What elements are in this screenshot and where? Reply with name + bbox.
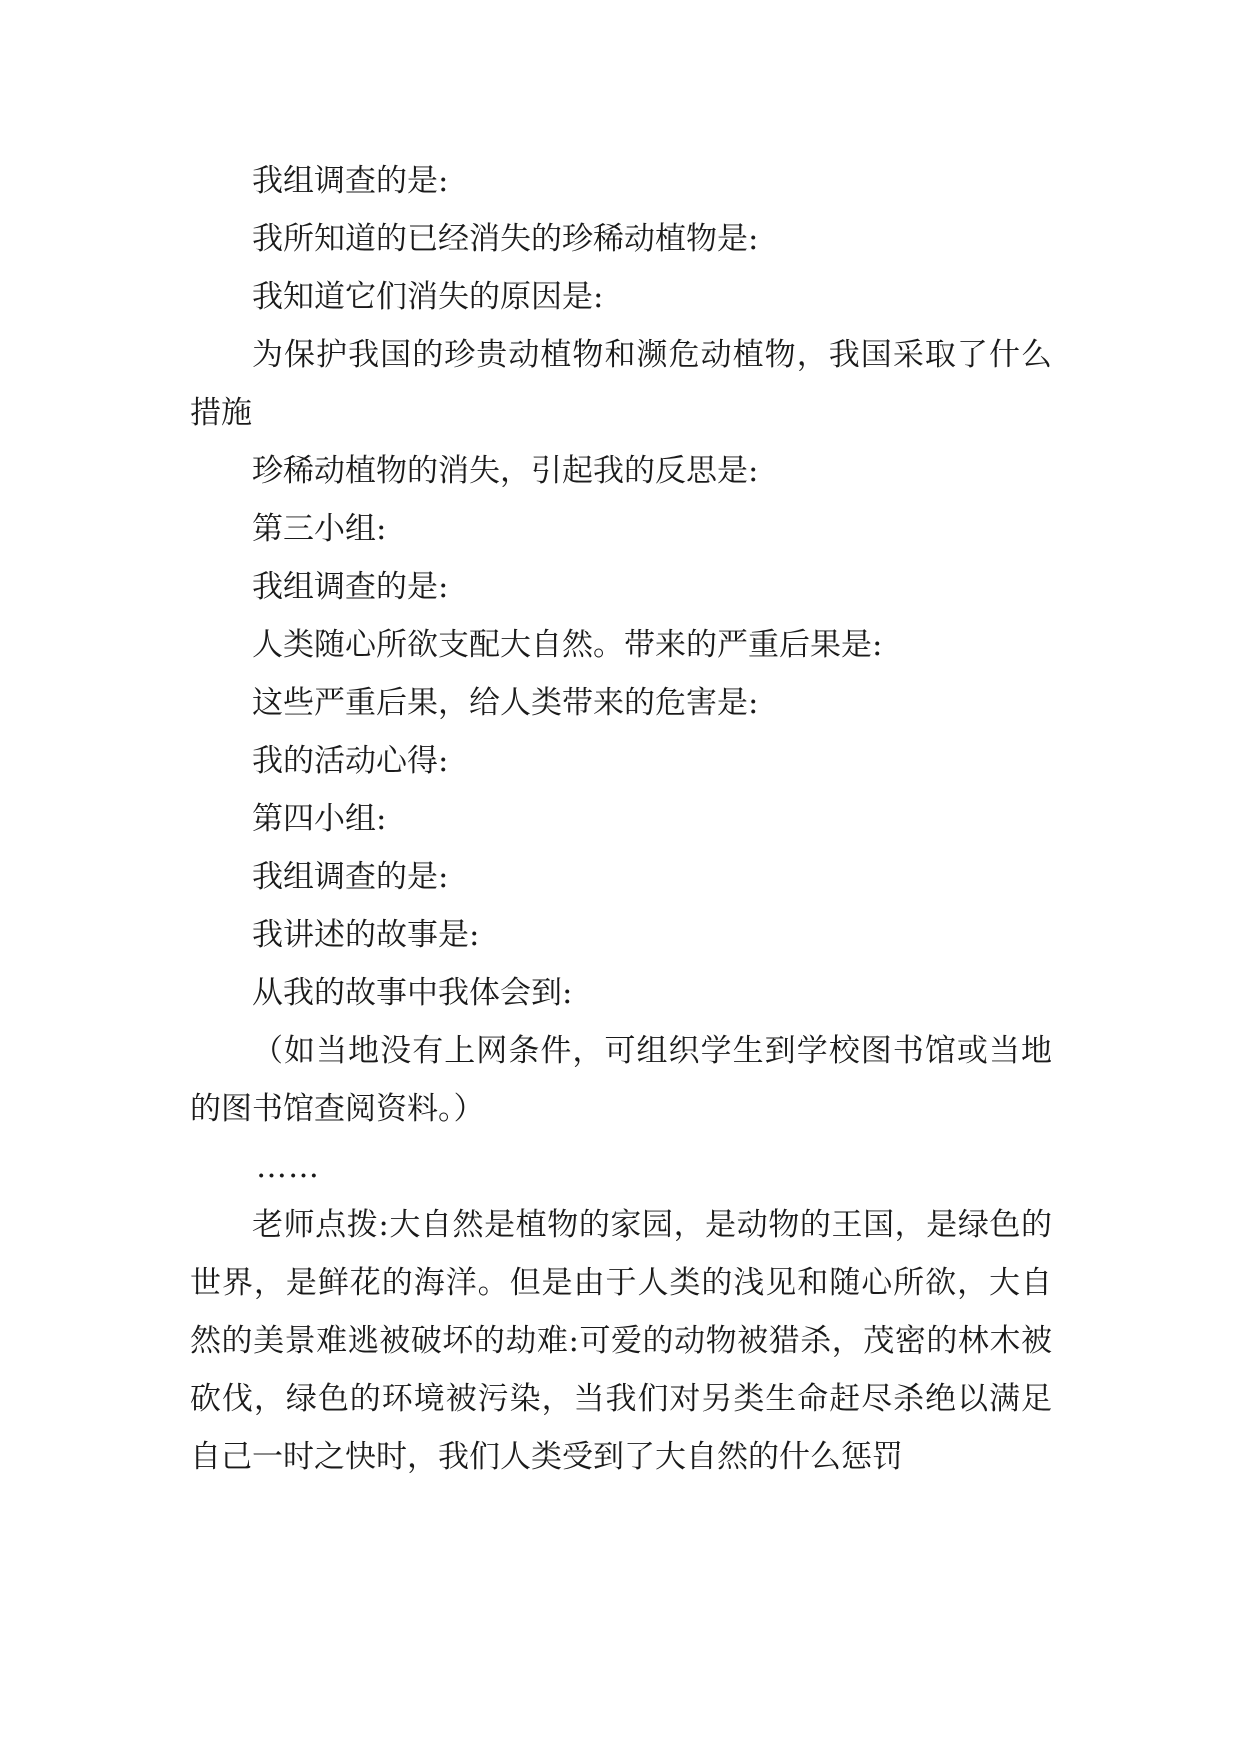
paragraph-teacher-guidance: 老师点拨:大自然是植物的家园，是动物的王国，是绿色的世界，是鲜花的海洋。但是由于人类的浅见和随心所欲，大自然的美景难逃被破坏的劫难:可爱的动物被猎杀，茂密的林木被砍伐，绿色的环境被污染，当我们对另类生命赶尽杀绝以满足自己一时之快时，我们人类受到了大自然的什么惩罚 — [190, 1207, 1052, 1475]
ellipsis: …… — [256, 1149, 320, 1185]
paragraph-protection-measures: 为保护我国的珍贵动植物和濒危动植物，我国采取了什么措施 — [190, 337, 1052, 431]
paragraph-story: 我讲述的故事是: — [252, 917, 480, 953]
paragraph-extinct-species: 我所知道的已经消失的珍稀动植物是: — [252, 221, 759, 257]
paragraph-activity-insight: 我的活动心得: — [252, 743, 449, 779]
paragraph-extinction-reasons: 我知道它们消失的原因是: — [252, 279, 604, 315]
paragraph-harm: 这些严重后果，给人类带来的危害是: — [252, 685, 759, 721]
heading-group-four: 第四小组: — [252, 801, 387, 837]
paragraph-consequences: 人类随心所欲支配大自然。带来的严重后果是: — [252, 627, 883, 663]
paragraph-group-survey-4: 我组调查的是: — [252, 859, 449, 895]
heading-group-three: 第三小组: — [252, 511, 387, 547]
paragraph-group-survey-1: 我组调查的是: — [252, 163, 449, 199]
paragraph-library-note: （如当地没有上网条件，可组织学生到学校图书馆或当地的图书馆查阅资料。） — [190, 1033, 1052, 1127]
paragraph-story-lesson: 从我的故事中我体会到: — [252, 975, 573, 1011]
document-body — [190, 152, 1052, 1486]
paragraph-reflection: 珍稀动植物的消失，引起我的反思是: — [252, 453, 759, 489]
paragraph-group-survey-3: 我组调查的是: — [252, 569, 449, 605]
